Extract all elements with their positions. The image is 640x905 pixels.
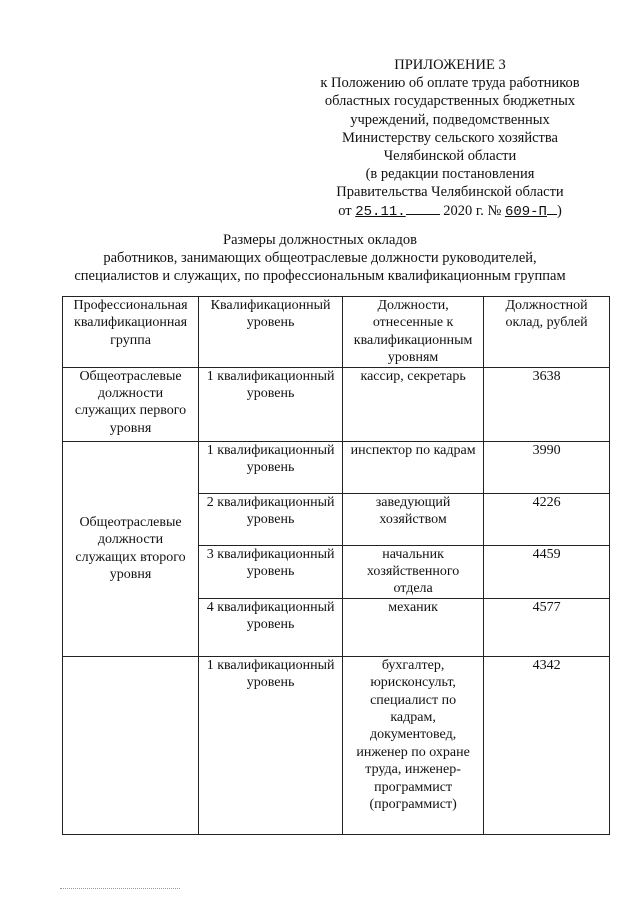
- level-cell: 1 квалификационный уровень: [199, 367, 343, 441]
- group-cell: [63, 656, 199, 834]
- level-cell: 1 квалификационный уровень: [199, 441, 343, 493]
- date-prefix: от: [338, 202, 352, 219]
- title-line: Размеры должностных окладов: [223, 232, 417, 248]
- level-cell: 3 квалификационный уровень: [199, 545, 343, 598]
- table-header-row: [63, 297, 610, 368]
- resolution-number: 609-П: [504, 203, 547, 220]
- header-cell-level: Квалификационный уровень: [199, 297, 343, 368]
- scan-artifact: [60, 888, 180, 891]
- positions-cell: начальник хозяйственного отдела: [343, 545, 484, 598]
- positions-cell: заведующий хозяйством: [343, 493, 484, 545]
- number-blank-line: [547, 202, 557, 215]
- salary-cell: 4577: [484, 598, 610, 656]
- positions-cell: инспектор по кадрам: [343, 441, 484, 493]
- positions-cell: бухгалтер, юрисконсульт, специалист по кадрам, документовед, инженер по охране труда, инженер-программист (программист): [343, 656, 484, 834]
- appendix-line: (в редакции постановления: [365, 166, 535, 183]
- table-row: [63, 367, 610, 441]
- date-blank-line: [406, 202, 440, 215]
- resolution-date: 25.11.: [355, 203, 406, 220]
- header-cell-salary: Должностной оклад, рублей: [484, 297, 610, 368]
- table-row: [63, 441, 610, 493]
- title-line: специалистов и служащих, по профессиональным квалификационным группам: [74, 267, 566, 284]
- closing-paren: ): [556, 202, 562, 219]
- positions-cell: кассир, секретарь: [343, 367, 484, 441]
- level-cell: 1 квалификационный уровень: [199, 656, 343, 834]
- level-cell: 2 квалификационный уровень: [199, 493, 343, 545]
- salary-cell: 3990: [484, 441, 610, 493]
- title-line: работников, занимающих общеотраслевые должности руководителей,: [103, 249, 537, 266]
- level-cell: 4 квалификационный уровень: [199, 598, 343, 656]
- appendix-header: [300, 56, 600, 221]
- header-cell-positions: Должности, отнесенные к квалификационным уровням: [343, 297, 484, 368]
- salary-cell: 4226: [484, 493, 610, 545]
- appendix-line: ПРИЛОЖЕНИЕ 3: [394, 57, 506, 73]
- salary-cell: 4459: [484, 545, 610, 598]
- document-title: [40, 232, 600, 285]
- table-row: [63, 656, 610, 834]
- salary-table: [62, 296, 610, 835]
- appendix-line: к Положению об оплате труда работников: [320, 75, 580, 92]
- salary-cell: 3638: [484, 367, 610, 441]
- appendix-line: Правительства Челябинской области: [336, 184, 564, 201]
- resolution-year-label: 2020 г. №: [443, 202, 502, 219]
- group-cell: Общеотраслевые должности служащих первого уровня: [63, 367, 199, 441]
- appendix-line: Челябинской области: [383, 148, 517, 165]
- positions-cell: механик: [343, 598, 484, 656]
- appendix-line: Министерству сельского хозяйства: [342, 129, 558, 146]
- resolution-date-line: [300, 202, 600, 221]
- group-cell: Общеотраслевые должности служащих второго уровня: [63, 441, 199, 656]
- salary-cell: 4342: [484, 656, 610, 834]
- appendix-line: областных государственных бюджетных: [324, 93, 576, 110]
- appendix-line: учреждений, подведомственных: [350, 111, 550, 128]
- header-cell-group: Профессиональная квалификационная группа: [63, 297, 199, 368]
